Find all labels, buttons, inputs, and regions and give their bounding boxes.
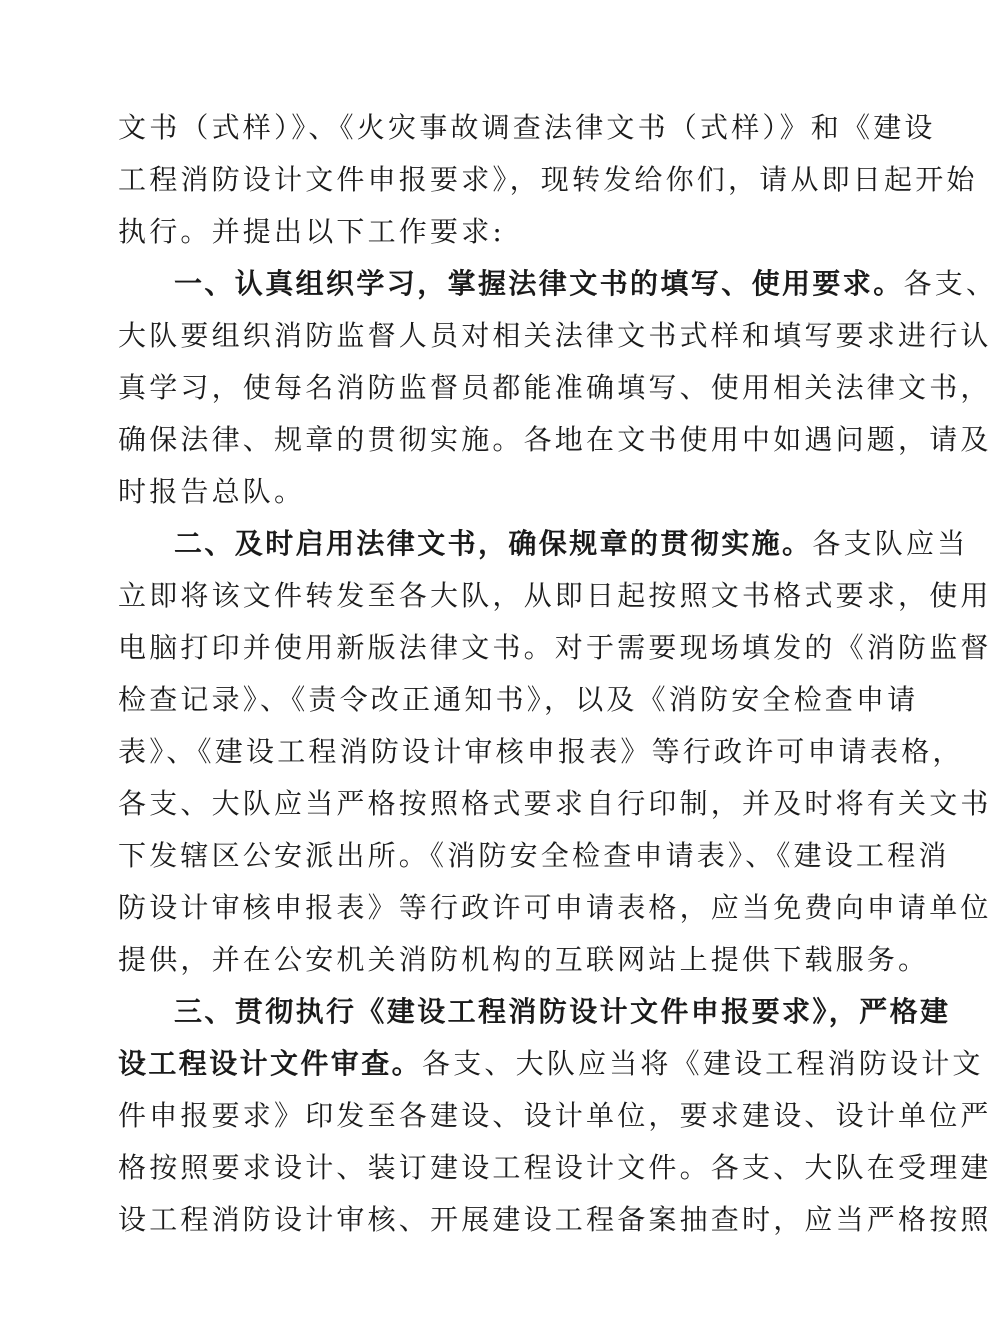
text-line	[118, 314, 992, 358]
text-line	[118, 938, 930, 982]
text-line	[118, 1198, 992, 1242]
line-text: 各支、大队应当将《建设工程消防设计文	[422, 1047, 984, 1080]
line-text: 件申报要求》印发至各建设、设计单位，要求建设、设计单位严	[118, 1099, 992, 1132]
line-text: 真学习，使每名消防监督员都能准确填写、使用相关法律文书，	[118, 371, 992, 404]
section-1-heading-line	[174, 262, 997, 306]
text-line	[118, 418, 992, 462]
text-line	[118, 366, 992, 410]
line-text: 文书（式样）》、《火灾事故调查法律文书（式样）》和《建设	[118, 111, 936, 144]
line-text: 检查记录》、《责令改正通知书》，以及《消防安全检查申请	[118, 683, 919, 716]
line-text: 设工程消防设计审核、开展建设工程备案抽查时，应当严格按照	[118, 1203, 992, 1236]
text-line	[118, 730, 964, 774]
text-line	[118, 834, 950, 878]
text-line	[118, 1094, 992, 1138]
line-text: 提供，并在公安机关消防机构的互联网站上提供下载服务。	[118, 943, 930, 976]
line-text: 下发辖区公安派出所。《消防安全检查申请表》、《建设工程消	[118, 839, 950, 872]
line-text: 格按照要求设计、装订建设工程设计文件。各支、大队在受理建	[118, 1151, 992, 1184]
text-line	[118, 574, 992, 618]
line-text: 防设计审核申报表》等行政许可申请表格，应当免费向申请单位	[118, 891, 992, 924]
line-text: 执行。并提出以下工作要求:	[118, 215, 506, 248]
line-text: 表》、《建设工程消防设计审核申报表》等行政许可申请表格，	[118, 735, 964, 768]
line-text: 大队要组织消防监督人员对相关法律文书式样和填写要求进行认	[118, 319, 992, 352]
line-text: 工程消防设计文件申报要求》，现转发给你们，请从即日起开始	[118, 163, 978, 196]
line-text: 各支、	[903, 267, 997, 300]
section-3-heading-line-continued	[118, 1042, 984, 1086]
section-heading: 二、及时启用法律文书，确保规章的贯彻实施。	[174, 527, 813, 560]
section-3-heading-line	[174, 990, 951, 1034]
line-text: 时报告总队。	[118, 475, 306, 508]
section-heading: 一、认真组织学习，掌握法律文书的填写、使用要求。	[174, 267, 904, 300]
text-line	[118, 678, 919, 722]
text-line	[118, 210, 838, 254]
text-line	[118, 470, 838, 514]
line-text: 各支、大队应当严格按照格式要求自行印制，并及时将有关文书	[118, 787, 992, 820]
text-line	[118, 106, 936, 150]
text-line	[118, 1146, 992, 1190]
line-text: 电脑打印并使用新版法律文书。对于需要现场填发的《消防监督	[118, 631, 992, 664]
line-text: 确保法律、规章的贯彻实施。各地在文书使用中如遇问题，请及	[118, 423, 992, 456]
text-line	[118, 158, 978, 202]
section-heading: 设工程设计文件审查。	[118, 1047, 423, 1080]
line-text: 各支队应当	[812, 527, 969, 560]
text-line	[118, 886, 992, 930]
text-line	[118, 626, 992, 670]
section-2-heading-line	[174, 522, 969, 566]
text-line	[118, 782, 992, 826]
section-heading: 三、贯彻执行《建设工程消防设计文件申报要求》，严格建	[174, 995, 951, 1028]
line-text: 立即将该文件转发至各大队，从即日起按照文书格式要求，使用	[118, 579, 992, 612]
